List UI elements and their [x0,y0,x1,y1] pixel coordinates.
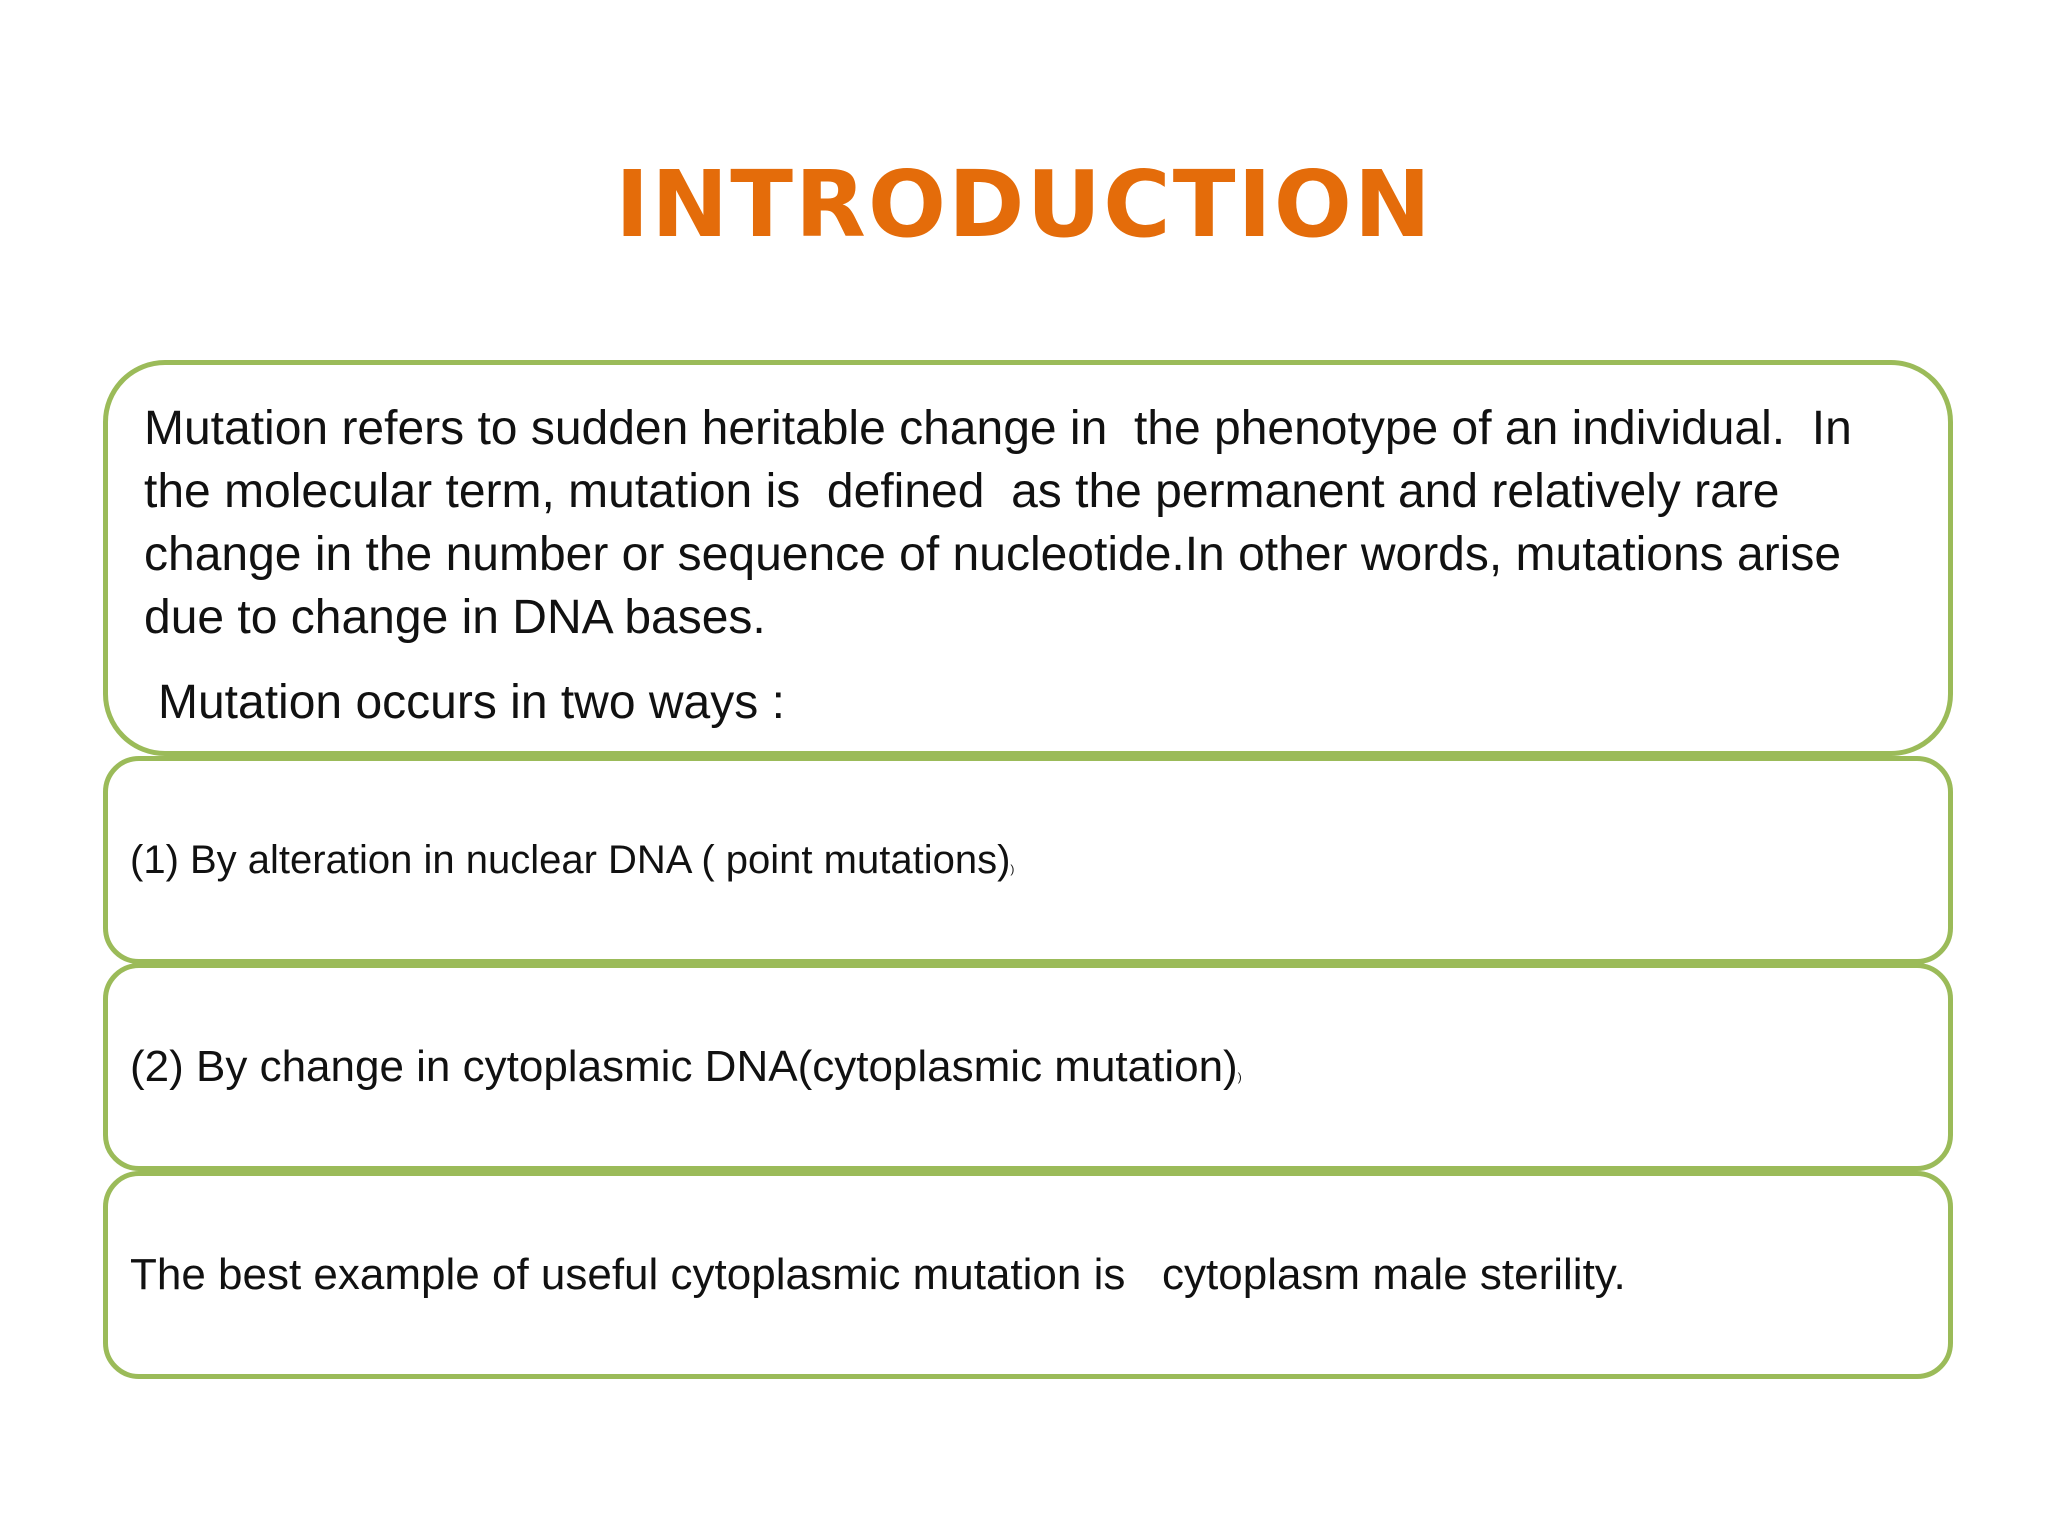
item-text-2-main: (2) By change in cytoplasmic DNA(cytoplasmic mutation) [130,1042,1238,1091]
item-box-2 [103,963,1953,1171]
item-box-1 [103,756,1953,964]
item-text-2-mark: ) [1237,1070,1242,1084]
intro-ways-text: Mutation occurs in two ways : [158,676,785,729]
item-text-3: The best example of useful cytoplasmic mutation is cytoplasm male sterility. [130,1250,1626,1299]
intro-paragraph: Mutation refers to sudden heritable change in the phenotype of an individual. In the molecular term, mutation is defined as the permanent and relatively rare change in the number or sequence of nucleotide.In other words, mutations arise due to change in DNA bases. [144,402,1866,644]
intro-box [103,360,1953,756]
item-text-1-mark: ) [1010,861,1015,876]
item-text-1-main: (1) By alteration in nuclear DNA ( point mutations) [130,837,1011,882]
item-text-2 [130,1042,1242,1092]
slide-title: INTRODUCTION [615,151,1433,258]
item-text-1 [130,838,1014,883]
item-box-3 [103,1171,1953,1379]
